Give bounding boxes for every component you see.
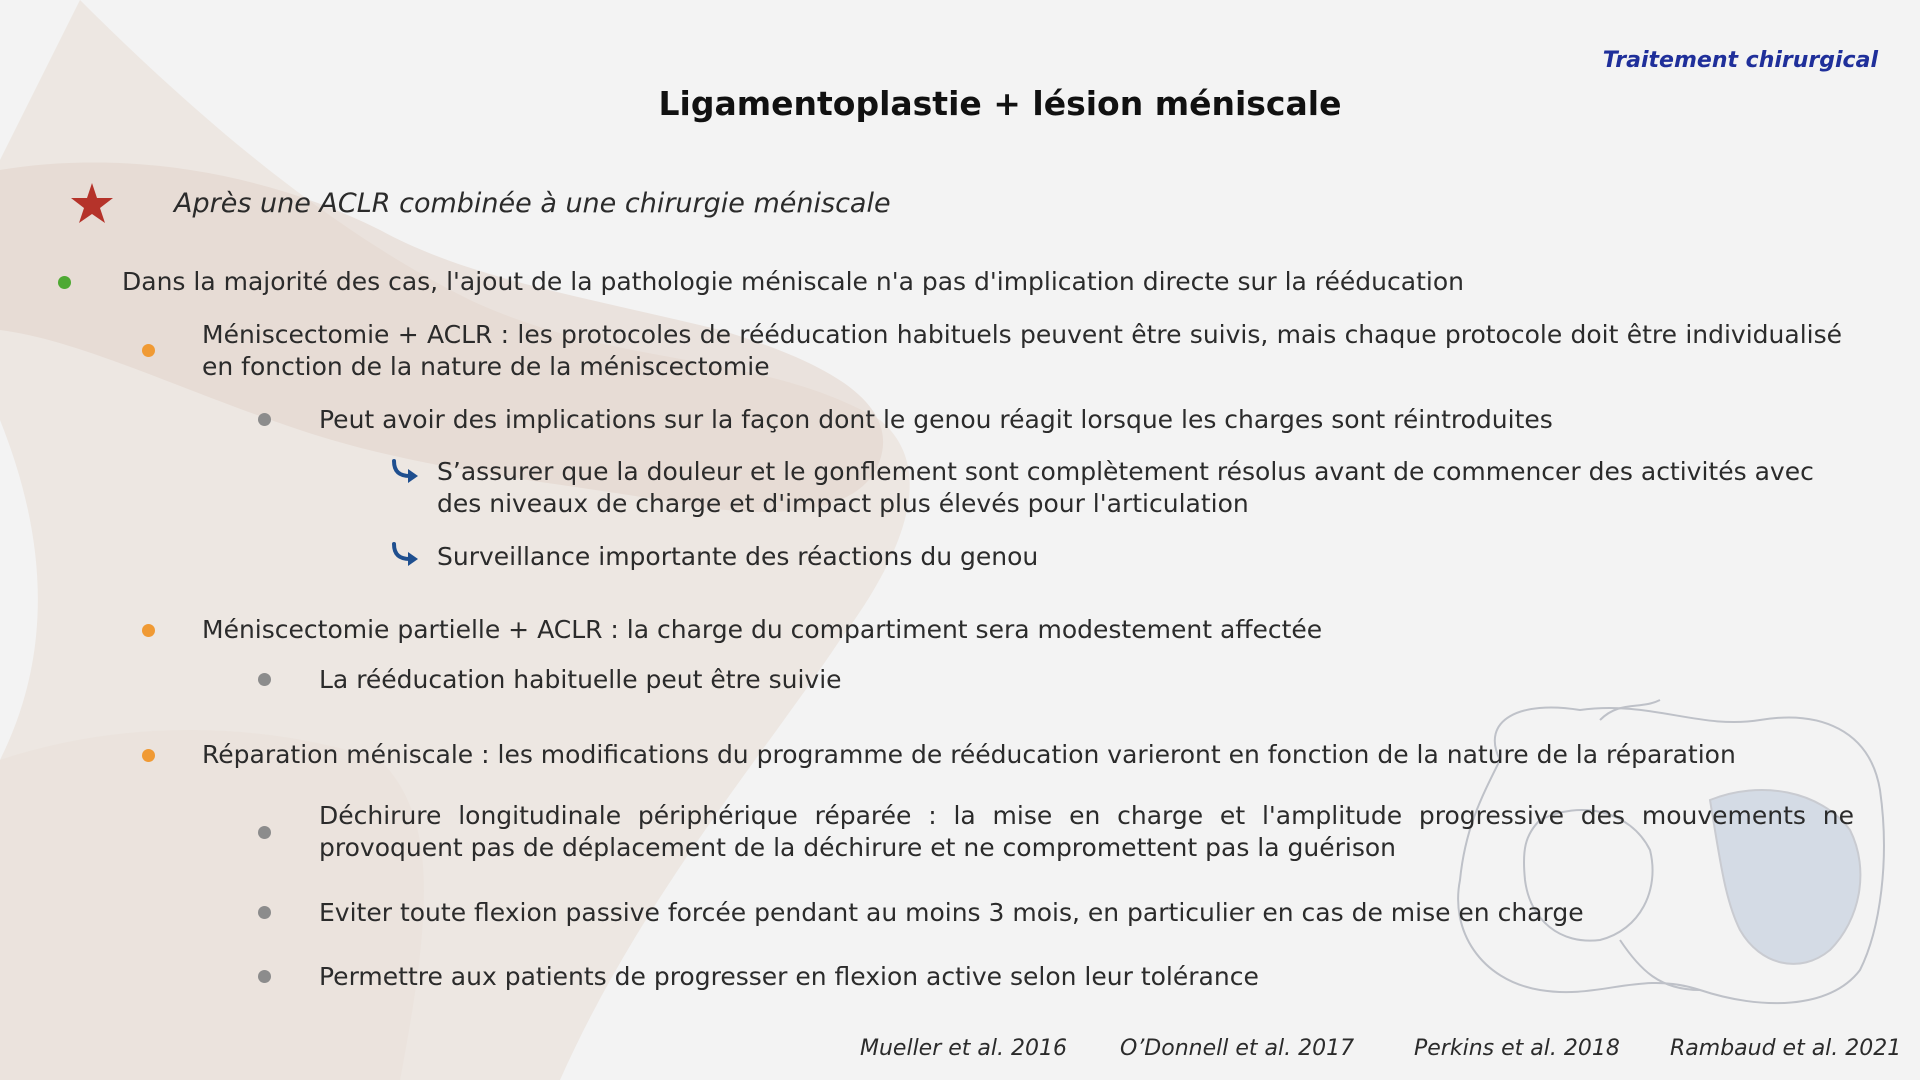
intro-line xyxy=(70,181,891,225)
bullet-orange-icon xyxy=(142,344,155,357)
page-title-text: Ligamentoplastie + lésion méniscale xyxy=(658,84,1342,123)
page-title xyxy=(0,84,1920,123)
main-bullet-text: Dans la majorité des cas, l'ajout de la pathologie méniscale n'a pas d'implication directe sur la rééducation xyxy=(122,267,1464,296)
repair-text: Réparation méniscale : les modifications du programme de rééducation varieront en fonction de la nature de la réparation xyxy=(202,740,1736,769)
bullet-grey-icon xyxy=(258,970,271,983)
arrow-item-text: S’assurer que la douleur et le gonflement sont complètement résolus avant de commencer des activités avec des niveaux de charge et d'impact plus élevés pour l'articulation xyxy=(437,457,1814,518)
reference-item: Mueller et al. 2016 xyxy=(860,1036,1067,1061)
bullet-grey-icon xyxy=(258,673,271,686)
meniscectomy-text: Méniscectomie + ACLR : les protocoles de rééducation habituels peuvent être suivis, mais chaque protocole doit être individualisé en fonction de la nature de la méniscectomie xyxy=(202,320,1842,381)
meniscectomy-sub-text: Peut avoir des implications sur la façon dont le genou réagit lorsque les charges sont réintroduites xyxy=(319,405,1553,434)
bullet-orange-icon xyxy=(142,624,155,637)
bullet-orange-icon xyxy=(142,749,155,762)
reference-item: Perkins et al. 2018 xyxy=(1414,1036,1620,1061)
bullet-grey-icon xyxy=(258,906,271,919)
star-icon xyxy=(70,181,114,225)
reference-item: O’Donnell et al. 2017 xyxy=(1120,1036,1355,1061)
partial-meniscectomy-text: Méniscectomie partielle + ACLR : la charge du compartiment sera modestement affectée xyxy=(202,615,1323,644)
repair-sub-text: Permettre aux patients de progresser en flexion active selon leur tolérance xyxy=(319,962,1259,991)
intro-text: Après une ACLR combinée à une chirurgie méniscale xyxy=(174,187,891,219)
curved-arrow-icon xyxy=(390,458,420,484)
repair-sub-text: Eviter toute flexion passive forcée pendant au moins 3 mois, en particulier en cas de mise en charge xyxy=(319,898,1584,927)
section-tag: Traitement chirurgical xyxy=(1602,48,1878,73)
curved-arrow-icon xyxy=(390,541,420,567)
partial-sub-text: La rééducation habituelle peut être suivie xyxy=(319,665,842,694)
arrow-item-text: Surveillance importante des réactions du genou xyxy=(437,542,1039,571)
bullet-green-icon xyxy=(58,276,71,289)
bullet-grey-icon xyxy=(258,826,271,839)
repair-sub-text: Déchirure longitudinale périphérique réparée : la mise en charge et l'amplitude progressive des mouvements ne provoquent pas de déplacement de la déchirure et ne compromettent pas la guérison xyxy=(319,801,1854,862)
reference-item: Rambaud et al. 2021 xyxy=(1670,1036,1902,1061)
bullet-grey-icon xyxy=(258,413,271,426)
